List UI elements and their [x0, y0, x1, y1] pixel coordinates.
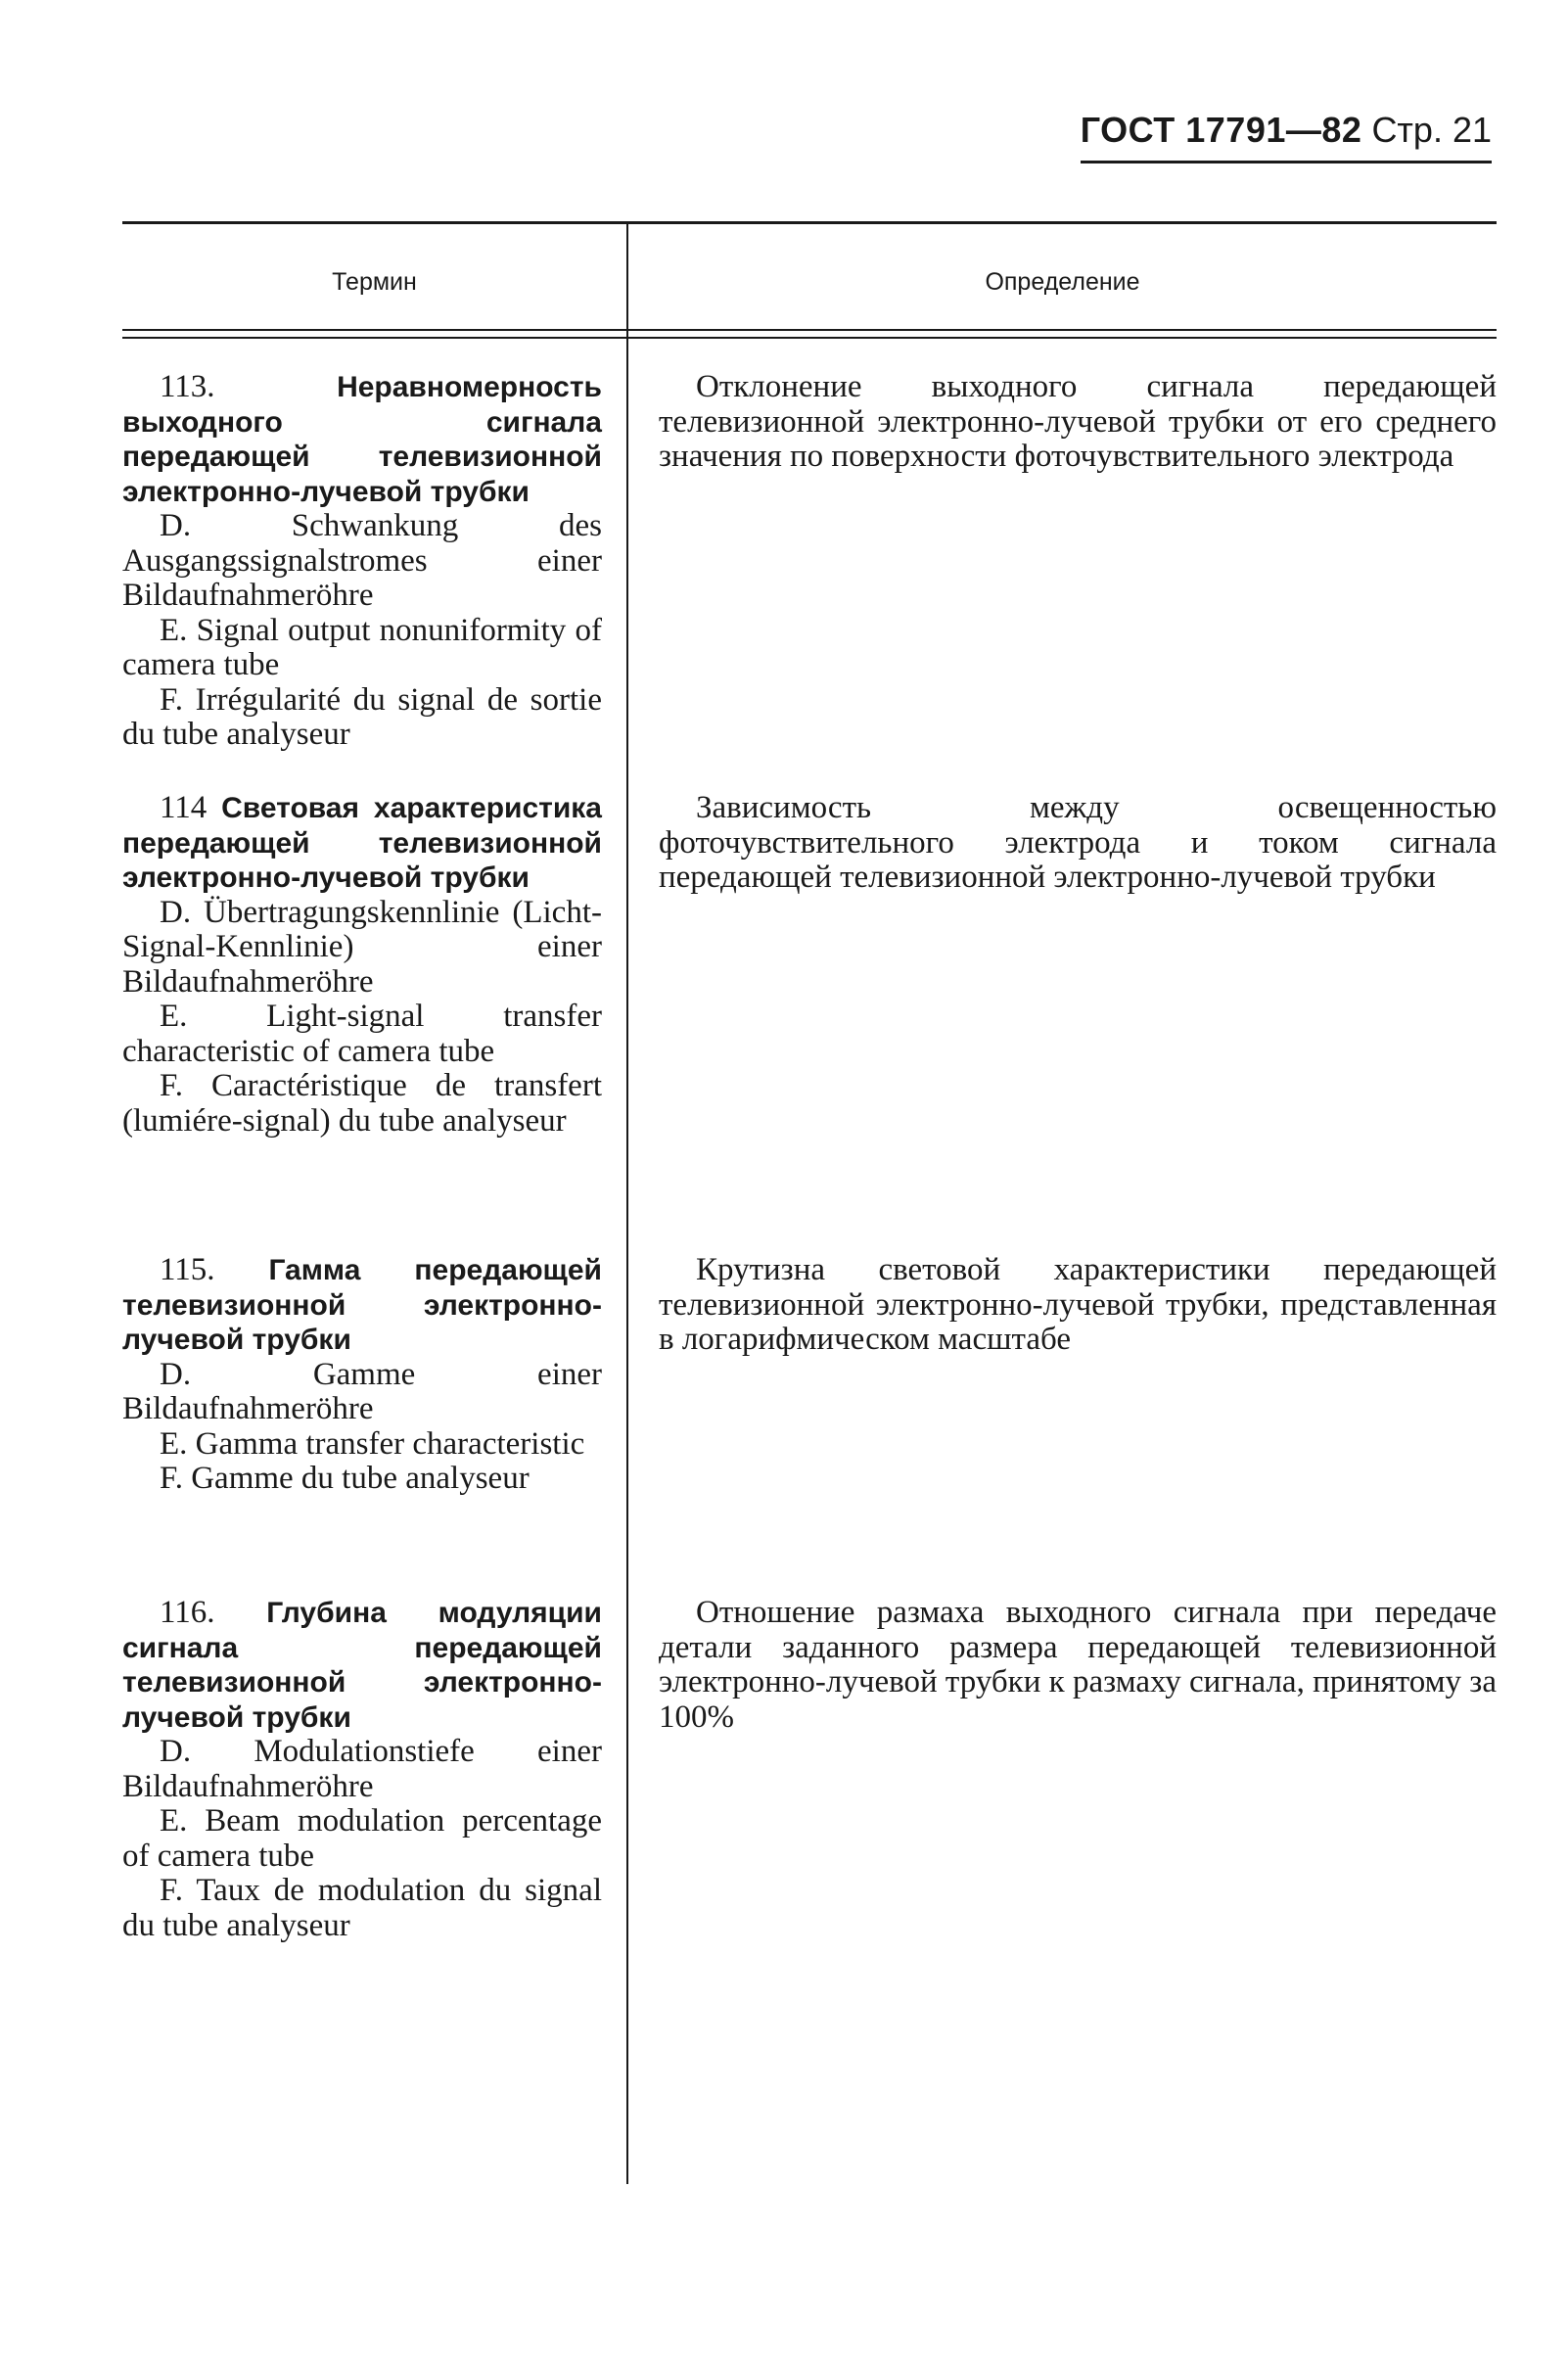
page-header	[1081, 110, 1492, 163]
term-cell	[122, 370, 602, 753]
standard-number: ГОСТ 17791—82	[1080, 110, 1362, 150]
definition-text: Отклонение выходного сигнала передающей телевизионной электронно-лучевой трубки от его среднего значения по поверхности фоточувствительного электрода	[659, 369, 1497, 474]
column-header-term: Термин	[332, 268, 417, 296]
term-russian	[122, 791, 602, 896]
term-title: Неравномерность выходного сигнала передающей телевизионной электронно-лучевой трубки	[122, 371, 602, 508]
term-russian	[122, 1253, 602, 1358]
term-russian	[122, 370, 602, 509]
column-divider	[626, 221, 628, 2184]
term-number: 113.	[160, 369, 215, 404]
header-rule	[122, 337, 1497, 339]
term-french: F. Taux de modulation du signal du tube analyseur	[122, 1873, 602, 1943]
definition-text: Крутизна световой характеристики передающей телевизионной электронно-лучевой трубки, представленная в логарифмическом масштабе	[659, 1252, 1497, 1357]
term-german: D. Gamme einer Bildaufnahmeröhre	[122, 1356, 602, 1426]
definition-text: Зависимость между освещенностью фоточувствительного электрода и током сигнала передающей телевизионной электронно-лучевой трубки	[659, 790, 1497, 895]
table-top-rule	[122, 221, 1497, 224]
term-english: E. Signal output nonuniformity of camera tube	[122, 612, 602, 682]
term-french: F. Caractéristique de transfert (lumiére-signal) du tube analyseur	[122, 1068, 602, 1139]
term-title: Световая характеристика передающей телевизионной электронно-лучевой трубки	[122, 792, 602, 894]
term-title: Гамма передающей телевизионной электронно-лучевой трубки	[122, 1254, 602, 1356]
definition-text: Отношение размаха выходного сигнала при передаче детали заданного размера передающей телевизионной электронно-лучевой трубки к размаху сигнала, принятому за 100%	[659, 1595, 1497, 1735]
definition-cell	[659, 370, 1497, 475]
term-french: F. Gamme du tube analyseur	[160, 1461, 530, 1496]
term-number: 116.	[160, 1595, 215, 1630]
term-russian	[122, 1596, 602, 1735]
definition-cell	[659, 1253, 1497, 1358]
term-german: D. Übertragungskennlinie (Licht-Signal-Kennlinie) einer Bildaufnahmeröhre	[122, 894, 602, 1000]
term-english: E. Gamma transfer characteristic	[160, 1425, 585, 1462]
page-number: Стр. 21	[1371, 110, 1492, 150]
term-cell	[122, 791, 602, 1139]
term-title: Глубина модуляции сигнала передающей телевизионной электронно-лучевой трубки	[122, 1597, 602, 1734]
term-english: E. Light-signal transfer characteristic of camera tube	[122, 999, 602, 1069]
term-number: 114	[160, 790, 208, 825]
term-german: D. Modulationstiefe einer Bildaufnahmeröhre	[122, 1734, 602, 1804]
term-cell	[122, 1596, 602, 1943]
term-number: 115.	[160, 1252, 215, 1287]
definition-cell	[659, 1596, 1497, 1735]
term-cell	[122, 1253, 602, 1497]
column-header-definition: Определение	[985, 268, 1140, 296]
terms-table	[122, 221, 1497, 2184]
term-english: E. Beam modulation percentage of camera tube	[122, 1803, 602, 1874]
header-rule	[122, 329, 1497, 331]
term-german: D. Schwankung des Ausgangssignalstromes einer Bildaufnahmeröhre	[122, 508, 602, 613]
definition-cell	[659, 791, 1497, 896]
term-french: F. Irrégularité du signal de sortie du tube analyseur	[122, 681, 602, 752]
